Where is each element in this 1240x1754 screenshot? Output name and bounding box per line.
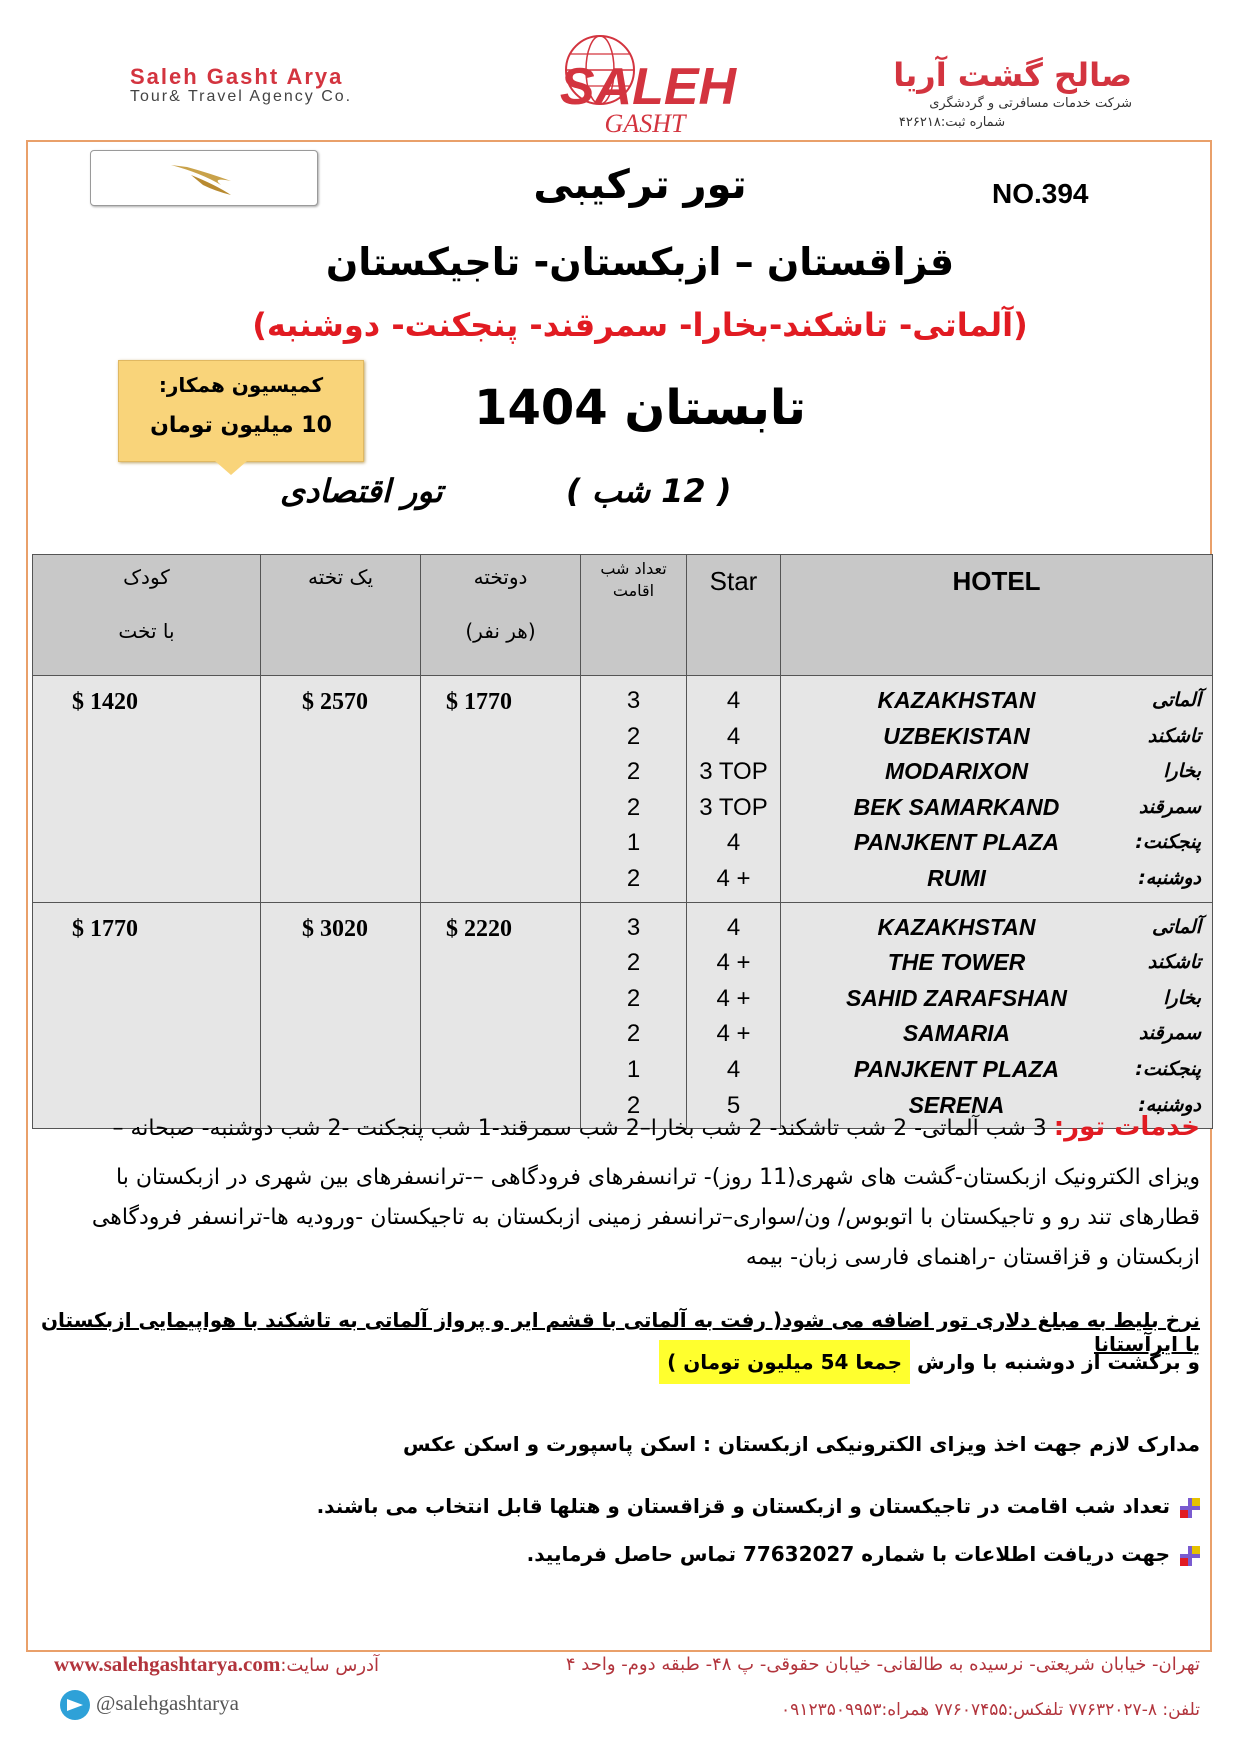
hotel-cell-item [782, 910, 1211, 946]
header-child: کودک با تخت [33, 555, 261, 676]
city-name: پنجکنت: [1135, 831, 1201, 854]
header-star: Star [687, 555, 781, 676]
company-fa-block [832, 56, 1132, 130]
tour-countries: قزاقستان – ازبکستان- تاجیکستان [325, 240, 955, 284]
footer-telegram[interactable] [60, 1690, 239, 1720]
footer-phones: تلفن: ۸-۷۷۶۳۲۰۲۷ تلفکس:۷۷۶۰۷۴۵۵ همراه:۰۹۱۲۳۵۰۹۹۵۳ [781, 1700, 1200, 1720]
note-item: تعداد شب اقامت در تاجیکستان و ازبکستان و قزاقستان و هتلها قابل انتخاب می باشند. [40, 1494, 1200, 1518]
city-name: پنجکنت: [1135, 1057, 1201, 1080]
nights-cell-item: 2 [626, 1091, 641, 1119]
registration-number: شماره ثبت:۴۲۶۲۱۸ [898, 115, 1006, 130]
star-cell-item: 4 [726, 829, 741, 857]
header-hotel: HOTEL [781, 555, 1213, 676]
tour-type: تور اقتصادی [280, 472, 443, 510]
hotel-cell [781, 902, 1213, 1129]
price-child: $ 1420 [33, 676, 261, 903]
company-name-fa: صالح گشت آریا [893, 56, 1132, 94]
company-tagline-en: Tour& Travel Agency Co. [130, 88, 353, 105]
star-cell [687, 902, 781, 1129]
hotel-cell-item [782, 981, 1211, 1017]
bullet-plus-icon [1180, 1498, 1200, 1518]
hotel-name: PANJKENT PLAZA [853, 1055, 1060, 1082]
header-double: دوتخته (هر نفر) [421, 555, 581, 676]
price-double: $ 1770 [421, 676, 581, 903]
star-cell-item: 4 [726, 722, 741, 750]
city-name: تاشکند [1147, 951, 1201, 974]
hotel-name: UZBEKISTAN [883, 722, 1030, 749]
tour-title: تور ترکیبی [533, 162, 747, 208]
footer-site [54, 1652, 379, 1677]
price-single: $ 2570 [261, 676, 421, 903]
note-item: جهت دریافت اطلاعات با شماره 77632027 تماس حاصل فرمایید. [40, 1542, 1200, 1566]
price-table [32, 554, 1213, 1129]
footer-address: تهران- خیابان شریعتی- نرسیده به طالقانی- خیابان حقوقی- پ ۴۸- طبقه دوم- واحد ۴ [565, 1654, 1200, 1675]
nights-cell [581, 676, 687, 903]
price-child: $ 1770 [33, 902, 261, 1129]
star-cell-item: 4 + [716, 984, 751, 1012]
hotel-name: BEK SAMARKAND [853, 793, 1060, 820]
commission-label: کمیسیون همکار: [158, 373, 324, 397]
nights-cell-item: 2 [626, 1020, 641, 1048]
hotel-name: KAZAKHSTAN [877, 687, 1036, 713]
city-name: دوشنبه: [1138, 1093, 1201, 1116]
city-name: سمرقند [1138, 795, 1201, 818]
telegram-handle[interactable]: @salehgashtarya [96, 1690, 239, 1715]
company-name-en: Saleh Gasht Arya [130, 64, 344, 89]
nights-cell-item: 3 [626, 913, 641, 941]
hotel-name: SERENA [908, 1091, 1005, 1118]
nights-cell-item: 2 [626, 758, 641, 786]
tour-nights: ( 12 شب ) [566, 472, 732, 510]
star-cell-item: 4 + [716, 949, 751, 977]
logo-text-gasht: GASHT [604, 109, 686, 138]
hotel-cell-item [782, 825, 1211, 861]
company-en-block [130, 64, 410, 106]
city-name: بخارا [1163, 986, 1201, 1009]
price-single: $ 3020 [261, 902, 421, 1129]
commission-value: 10 میلیون تومان [150, 413, 332, 438]
nights-cell-item: 2 [626, 722, 641, 750]
nights-cell-item: 2 [626, 864, 641, 892]
tour-season: تابستان 1404 [474, 380, 806, 436]
saleh-gasht-logo [530, 32, 760, 140]
services-label: خدمات تور: [1053, 1112, 1200, 1142]
bullet-plus-icon [1180, 1546, 1200, 1566]
airline-logo-box [90, 150, 318, 206]
city-name: آلماتی [1152, 915, 1201, 938]
tour-number: NO.394 [992, 178, 1089, 209]
hotel-cell-item [782, 861, 1211, 897]
nights-cell-item: 1 [626, 829, 641, 857]
company-tagline-fa: شرکت خدمات مسافرتی و گردشگری [929, 96, 1132, 111]
hotel-name: THE TOWER [887, 949, 1026, 976]
hotel-cell-item [782, 1052, 1211, 1088]
nights-cell-item: 2 [626, 984, 641, 1012]
hotel-name: SAMARIA [902, 1020, 1011, 1047]
hotel-name: MODARIXON [884, 758, 1029, 785]
hotel-name: PANJKENT PLAZA [853, 829, 1060, 856]
star-cell-item: 4 [726, 1055, 741, 1083]
hotel-cell [781, 676, 1213, 903]
city-name: سمرقند [1138, 1022, 1201, 1045]
visa-documents: مدارک لازم جهت اخذ ویزای الکترونیکی ازبکستان : اسکن پاسپورت و اسکن عکس [402, 1432, 1200, 1456]
city-name: تاشکند [1147, 724, 1201, 747]
logo-text-saleh: SALEH [559, 58, 737, 116]
table-header-row [33, 555, 1213, 676]
city-name: دوشنبه: [1138, 866, 1201, 889]
star-cell [687, 676, 781, 903]
services-body: ویزای الکترونیک ازبکستان-گشت های شهری(11 روز)- ترانسفرهای فرودگاهی –-ترانسفرهای بین شهری در ازبکستان با قطارهای تند رو و تاجیکستان با اتوبوس/ ون/سواری–ترانسفر زمینی ازبکستان به تاجیکستان -ورودیه ها-ترانسفر فرودگاهی ازبکستان و قزاقستان -راهنمای فارسی زبان- بیمه [91, 1165, 1200, 1270]
hotel-cell-item [782, 719, 1211, 755]
header-single: یک تخته [261, 555, 421, 676]
hotel-cell-item [782, 683, 1211, 719]
hotel-cell-item [782, 945, 1211, 981]
hotel-name: KAZAKHSTAN [877, 913, 1036, 940]
hotel-name: SAHID ZARAFSHAN [845, 984, 1068, 1011]
services-line1: 3 شب آلماتی- 2 شب تاشکند- 2 شب بخارا–2 شب سمرقند-1 شب پنجکنت -2 شب دوشنبه- صبحانه – [112, 1116, 1047, 1141]
table-row [33, 676, 1213, 903]
site-url[interactable]: www.salehgashtarya.com [54, 1652, 281, 1676]
commission-callout [118, 360, 364, 462]
star-cell-item: 5 [726, 1091, 741, 1119]
hotel-cell-item [782, 754, 1211, 790]
ticket-note-2 [40, 1350, 1200, 1374]
nights-cell-item: 2 [626, 793, 641, 821]
star-cell-item: 3 TOP [699, 793, 768, 821]
city-name: بخارا [1163, 760, 1201, 783]
city-name: آلماتی [1152, 689, 1201, 711]
tour-cities: (آلماتی- تاشکند-بخارا- سمرقند- پنجکنت- دوشنبه) [252, 306, 1028, 344]
star-cell-item: 4 + [716, 1020, 751, 1048]
airline-bird-icon [91, 151, 317, 205]
ticket-return: و برگشت از دوشنبه با وارش [917, 1350, 1200, 1374]
services-section [40, 1108, 1200, 1278]
hotel-cell-item [782, 1016, 1211, 1052]
nights-cell-item: 3 [626, 687, 641, 714]
star-cell-item: 4 [726, 687, 741, 714]
star-cell-item: 3 TOP [699, 758, 768, 786]
ticket-note: نرخ بلیط به مبلغ دلاری تور اضافه می شود( رفت به آلماتی با قشم ایر و پرواز آلماتی به تاشکند با هواپیمایی ازبکستان یا ایرآستانا [40, 1308, 1200, 1356]
header-nights: تعداد شب اقامت [581, 555, 687, 676]
star-cell-item: 4 [726, 913, 741, 941]
hotel-cell-item [782, 790, 1211, 826]
telegram-icon [60, 1690, 90, 1720]
star-cell-item: 4 + [716, 864, 751, 892]
ticket-total-highlight: جمعا 54 میلیون تومان ) [659, 1340, 910, 1384]
nights-cell [581, 902, 687, 1129]
site-label: آدرس سایت: [280, 1655, 380, 1676]
price-double: $ 2220 [421, 902, 581, 1129]
nights-cell-item: 2 [626, 949, 641, 977]
table-row [33, 902, 1213, 1129]
nights-cell-item: 1 [626, 1055, 641, 1083]
hotel-name: RUMI [927, 864, 986, 891]
